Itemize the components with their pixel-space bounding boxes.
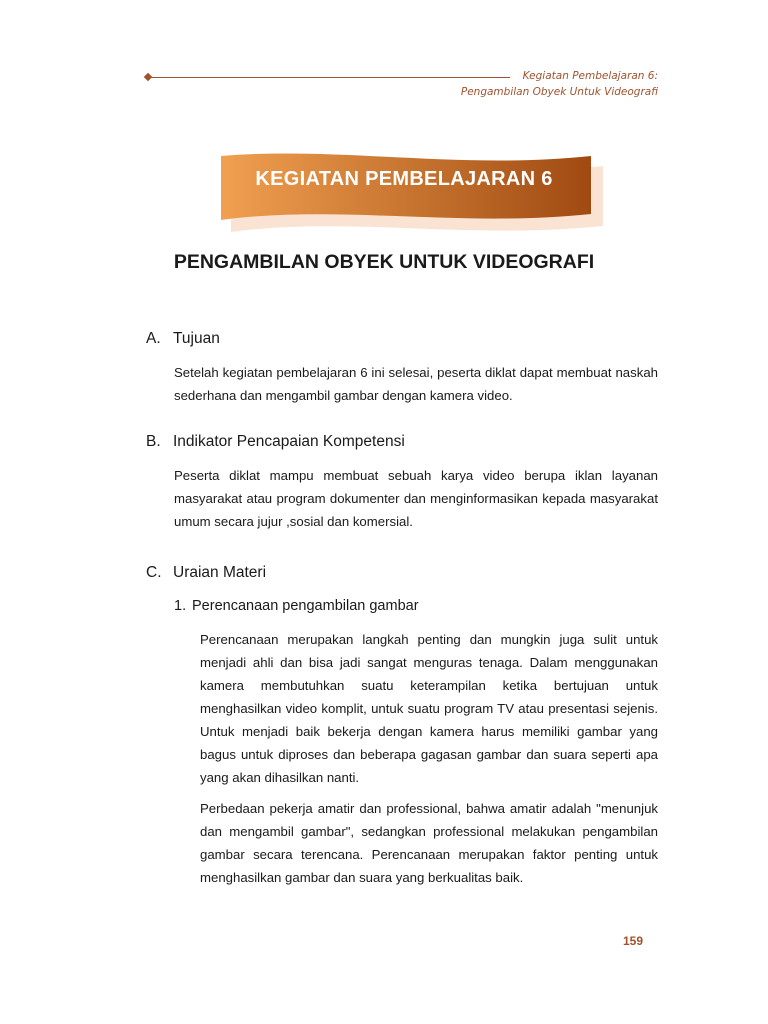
section-c-heading [146, 564, 266, 582]
section-a-heading [146, 330, 220, 348]
section-letter: B. [146, 433, 161, 450]
running-header [461, 68, 658, 100]
subsection-1-heading [174, 598, 419, 614]
section-letter: A. [146, 330, 161, 347]
page-number: 159 [623, 934, 644, 948]
section-b-paragraph: Peserta diklat mampu membuat sebuah karya video berupa iklan layanan masyarakat atau program dokumenter dan menginformasikan kepada masyarakat umum secara jujur ,sosial dan komersial. [174, 468, 658, 529]
section-a-paragraph: Setelah kegiatan pembelajaran 6 ini selesai, peserta diklat dapat membuat naskah sederhana dan mengambil gambar dengan kamera video. [174, 365, 658, 403]
chapter-banner [219, 152, 607, 236]
banner-title: KEGIATAN PEMBELAJARAN 6 [255, 168, 553, 190]
section-title: Uraian Materi [173, 564, 267, 581]
section-b-heading [146, 433, 405, 451]
subsection-paragraph-1: Perencanaan merupakan langkah penting dan mungkin juga sulit untuk menjadi ahli dan bisa jadi sangat menguras tenaga. Dalam menggunakan kamera membutuhkan suatu keterampilan ketika bertujuan untuk menghasilkan video komplit, untuk suatu program TV atau presentasi sejenis. Untuk menjadi baik bekerja dengan kamera harus memiliki gambar yang bagus untuk diproses dan beberapa gagasan gambar dan suara seperti apa yang akan dihasilkan nanti. [200, 632, 658, 785]
section-letter: C. [146, 564, 162, 581]
section-title: Indikator Pencapaian Kompetensi [173, 433, 405, 450]
running-header-line2: Pengambilan Obyek Untuk Videografi [460, 86, 658, 98]
page-title: PENGAMBILAN OBYEK UNTUK VIDEOGRAFI [173, 251, 595, 273]
section-title: Tujuan [173, 330, 220, 347]
header-rule [148, 77, 510, 78]
subsection-title: Perencanaan pengambilan gambar [192, 598, 419, 614]
subsection-number: 1. [174, 598, 187, 614]
subsection-paragraph-2: Perbedaan pekerja amatir dan professional, bahwa amatir adalah "menunjuk dan mengambil gambar", sedangkan professional melakukan pengambilan gambar secara terencana. Perencanaan merupakan faktor penting untuk menghasilkan gambar dan suara yang berkualitas baik. [200, 801, 658, 885]
running-header-line1: Kegiatan Pembelajaran 6: [522, 70, 658, 82]
banner-ribbon-graphic [219, 152, 607, 236]
